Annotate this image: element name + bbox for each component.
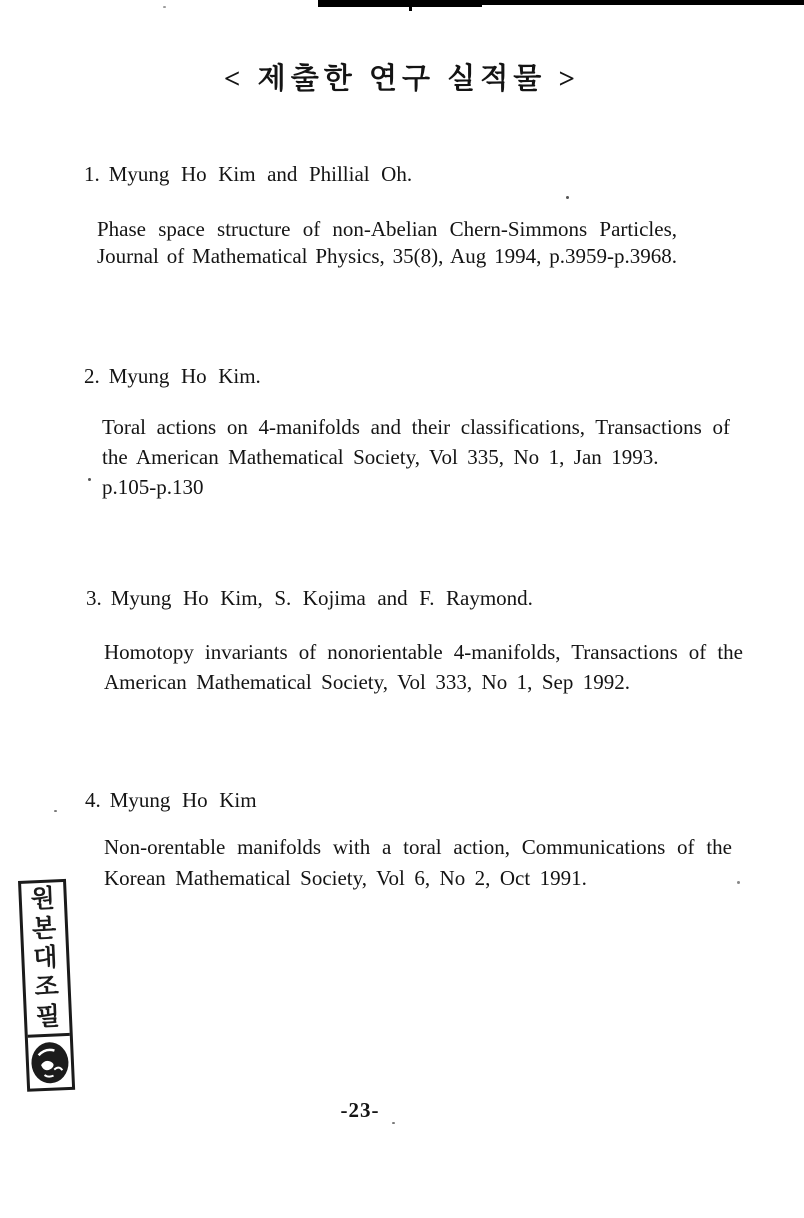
entry-3-heading — [86, 586, 533, 611]
citation-line: p.105-p.130 — [102, 475, 204, 499]
noise-speck — [88, 478, 91, 481]
stamp-character: 필 — [35, 1002, 61, 1031]
stamp-seal-icon — [28, 1036, 72, 1089]
entry-number: 1. — [84, 162, 100, 186]
stamp-text — [21, 882, 70, 1035]
scan-artifact-bar — [318, 0, 482, 7]
stamp-character: 원 — [30, 885, 56, 914]
citation-line: Journal of Mathematical Physics, 35(8), Aug 1994, p.3959-p.3968. — [97, 244, 677, 268]
noise-speck — [737, 881, 740, 884]
citation-line: Non-orentable manifolds with a toral action, Communications of the — [104, 835, 732, 859]
page-number: -23- — [340, 1098, 380, 1122]
stamp-character: 본 — [31, 915, 57, 944]
stamp-character: 조 — [34, 973, 60, 1002]
entry-authors: Myung Ho Kim. — [108, 364, 261, 388]
scan-artifact-tick — [409, 0, 412, 11]
citation-line: Homotopy invariants of nonorientable 4-manifolds, Transactions of the — [104, 640, 743, 664]
citation-line: the American Mathematical Society, Vol 335, No 1, Jan 1993. — [102, 445, 659, 469]
entry-2-body — [102, 412, 730, 502]
entry-number: 4. — [85, 788, 101, 812]
entry-1-body — [97, 216, 677, 270]
citation-line: Toral actions on 4-manifolds and their classifications, Transactions of — [102, 415, 730, 439]
entry-4-body — [104, 832, 732, 894]
entry-authors: Myung Ho Kim — [109, 788, 257, 812]
noise-speck — [566, 196, 569, 199]
entry-authors: Myung Ho Kim and Phillial Oh. — [108, 162, 413, 186]
entry-number: 3. — [86, 586, 102, 610]
entry-4-heading — [85, 788, 257, 813]
entry-2-heading — [84, 364, 261, 389]
entry-number: 2. — [84, 364, 100, 388]
noise-speck — [163, 6, 166, 8]
entry-1-heading — [84, 162, 412, 187]
citation-line: American Mathematical Society, Vol 333, No 1, Sep 1992. — [104, 670, 631, 694]
entry-authors: Myung Ho Kim, S. Kojima and F. Raymond. — [110, 586, 533, 610]
citation-line: Phase space structure of non-Abelian Chern-Simmons Particles, — [97, 217, 677, 241]
citation-line: Korean Mathematical Society, Vol 6, No 2, Oct 1991. — [104, 866, 587, 890]
stamp-character: 대 — [32, 944, 59, 973]
page-title: < 제출한 연구 실적물 > — [223, 63, 581, 95]
verification-stamp — [18, 879, 75, 1092]
entry-3-body — [104, 637, 743, 697]
noise-speck — [54, 810, 57, 812]
